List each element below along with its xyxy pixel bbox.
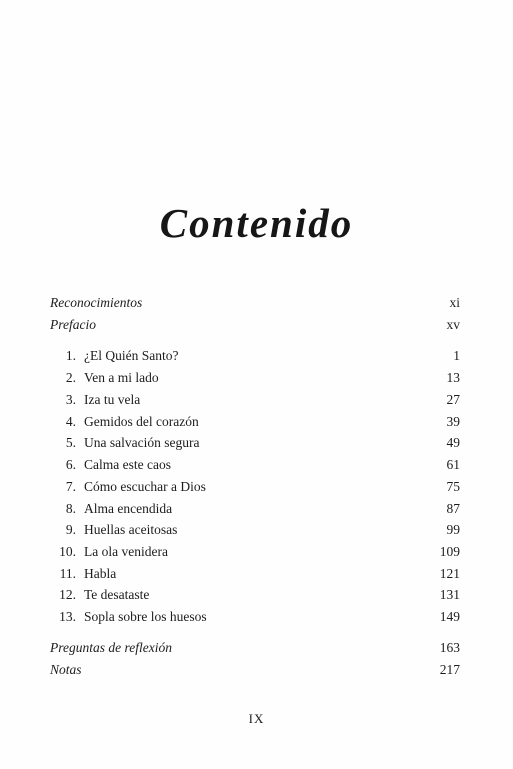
toc-chapter-13[interactable]: [50, 607, 460, 627]
toc-chapter-2[interactable]: [50, 368, 460, 388]
chapter-number: 4.: [65, 414, 76, 429]
toc-chapter-8[interactable]: [50, 499, 460, 519]
chapter-page: 27: [446, 392, 460, 407]
toc-chapter-4[interactable]: [50, 412, 460, 432]
chapter-title: Iza tu vela: [84, 392, 141, 407]
chapter-page: 131: [439, 587, 460, 602]
toc-entry-label: Notas: [50, 662, 82, 677]
chapter-page: 61: [446, 457, 460, 472]
toc-chapter-5[interactable]: [50, 433, 460, 453]
toc-entry-notas[interactable]: [50, 660, 460, 680]
chapter-title: Habla: [84, 566, 117, 581]
page-number: IX: [248, 711, 265, 726]
chapter-title: Cómo escuchar a Dios: [84, 479, 206, 494]
chapter-number: 7.: [65, 479, 76, 494]
chapter-page: 99: [446, 522, 460, 537]
toc-entry-label: Preguntas de reflexión: [50, 640, 172, 655]
chapter-number: 9.: [65, 522, 76, 537]
chapter-title: ¿El Quién Santo?: [84, 348, 179, 363]
chapter-title: Alma encendida: [84, 501, 173, 516]
chapter-number: 6.: [65, 457, 76, 472]
chapter-number: 13.: [59, 609, 76, 624]
chapter-number: 12.: [59, 587, 76, 602]
chapter-page: 109: [439, 544, 460, 559]
toc-chapter-1[interactable]: [50, 346, 460, 366]
chapter-number: 11.: [59, 566, 76, 581]
chapter-number: 3.: [65, 392, 76, 407]
chapter-page: 1: [453, 348, 460, 363]
toc-entry-prefacio[interactable]: [50, 315, 460, 335]
chapter-page: 75: [446, 479, 460, 494]
chapter-title: Huellas aceitosas: [84, 522, 178, 537]
chapter-page: 149: [439, 609, 460, 624]
chapter-number: 5.: [65, 435, 76, 450]
chapter-page: 121: [439, 566, 460, 581]
toc-chapter-12[interactable]: [50, 585, 460, 605]
toc-chapter-10[interactable]: [50, 542, 460, 562]
chapter-title: Sopla sobre los huesos: [84, 609, 207, 624]
toc-entry-page: xi: [449, 295, 460, 310]
toc-entry-page: xv: [446, 317, 460, 332]
chapter-title: Una salvación segura: [84, 435, 200, 450]
page-title: Contenido: [159, 200, 354, 247]
chapter-title: Ven a mi lado: [84, 370, 159, 385]
toc-entry-reconocimientos[interactable]: [50, 293, 460, 313]
chapter-number: 1.: [65, 348, 76, 363]
toc-entry-label: Prefacio: [50, 317, 96, 332]
chapter-page: 39: [446, 414, 460, 429]
toc-entry-page: 163: [439, 640, 460, 655]
chapter-page: 49: [446, 435, 460, 450]
chapter-title: Gemidos del corazón: [84, 414, 199, 429]
toc-entry-page: 217: [439, 662, 460, 677]
chapter-number: 8.: [65, 501, 76, 516]
toc-chapter-6[interactable]: [50, 455, 460, 475]
toc-chapter-3[interactable]: [50, 390, 460, 410]
toc-chapter-9[interactable]: [50, 520, 460, 540]
chapter-title: La ola venidera: [84, 544, 168, 559]
chapter-page: 87: [446, 501, 460, 516]
toc-entry-preguntas[interactable]: [50, 638, 460, 658]
chapter-title: Calma este caos: [84, 457, 171, 472]
toc-entry-label: Reconocimientos: [50, 295, 143, 310]
chapter-title: Te desataste: [84, 587, 150, 602]
toc-chapter-7[interactable]: [50, 477, 460, 497]
chapter-page: 13: [446, 370, 460, 385]
toc-chapter-11[interactable]: [50, 564, 460, 584]
chapter-number: 2.: [65, 370, 76, 385]
chapter-number: 10.: [59, 544, 76, 559]
